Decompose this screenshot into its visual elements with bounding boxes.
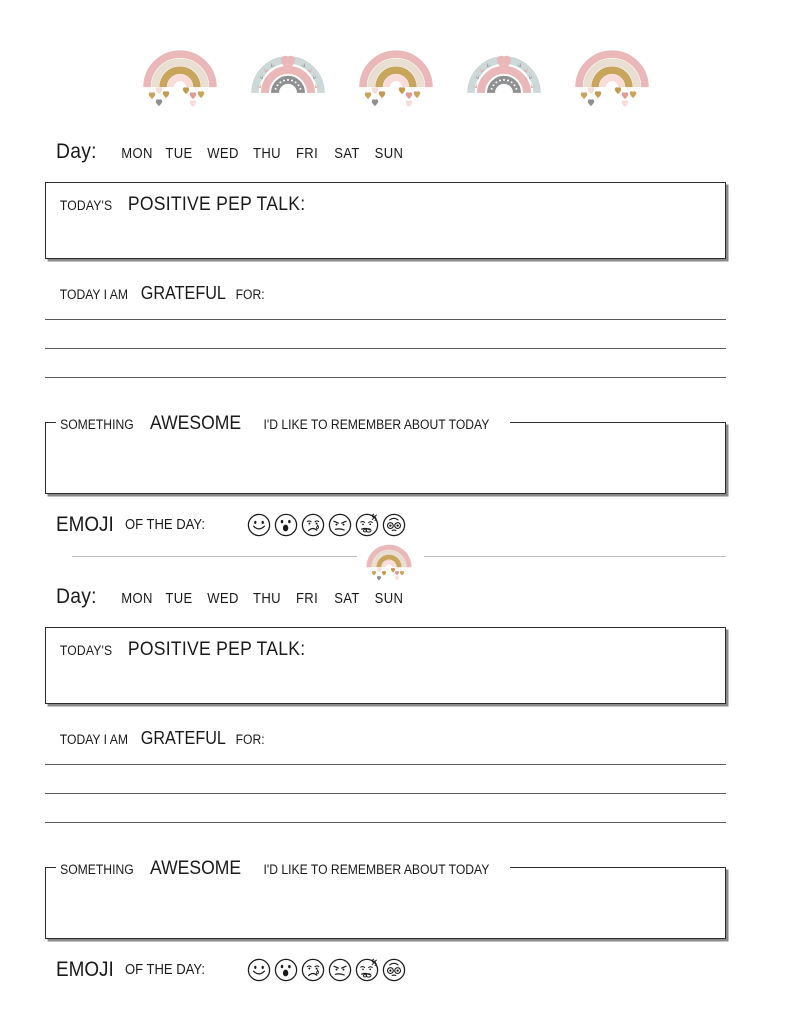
- day-option-mon[interactable]: MON: [121, 591, 154, 607]
- pep-talk-label: [57, 193, 315, 216]
- grateful-write-line[interactable]: [45, 348, 726, 349]
- journal-entry-section: [0, 140, 791, 536]
- day-option-fri[interactable]: FRI: [296, 146, 319, 162]
- pep-talk-prefix: TODAY'S: [59, 198, 113, 213]
- sad-face-icon[interactable]: [300, 957, 326, 983]
- pep-talk-box[interactable]: [45, 627, 726, 704]
- awesome-emphasis: AWESOME: [149, 412, 241, 434]
- grateful-prefix: TODAY I AM: [59, 287, 128, 302]
- pep-talk-box[interactable]: [45, 182, 726, 259]
- emoji-suffix: OF THE DAY:: [125, 517, 206, 533]
- day-options: [116, 146, 410, 162]
- rainbow-blue-heart: [461, 18, 547, 114]
- pep-talk-prefix: TODAY'S: [59, 643, 113, 658]
- divider-line-left: [72, 556, 357, 557]
- day-option-sat[interactable]: SAT: [334, 146, 361, 162]
- day-option-tue[interactable]: TUE: [165, 146, 193, 162]
- rainbow-pink-gold: [353, 18, 439, 114]
- day-option-thu[interactable]: THU: [253, 591, 282, 607]
- day-options: [116, 591, 410, 607]
- divider-rainbow-icon: [362, 528, 416, 584]
- awesome-label: [56, 857, 510, 880]
- grateful-write-line[interactable]: [45, 319, 726, 320]
- grateful-write-line[interactable]: [45, 377, 726, 378]
- sick-face-icon[interactable]: [354, 957, 380, 983]
- day-option-thu[interactable]: THU: [253, 146, 282, 162]
- grateful-emphasis: GRATEFUL: [140, 283, 226, 303]
- awesome-label: [56, 412, 510, 435]
- awesome-section: [45, 412, 726, 494]
- grateful-label: [56, 283, 267, 304]
- grateful-write-line[interactable]: [45, 764, 726, 765]
- day-option-sun[interactable]: SUN: [375, 591, 404, 607]
- day-row: [0, 140, 791, 170]
- rainbow-pink-gold: [569, 18, 655, 114]
- grateful-write-line[interactable]: [45, 822, 726, 823]
- awesome-prefix: SOMETHING: [60, 417, 134, 432]
- emoji-row: [56, 957, 407, 983]
- day-option-fri[interactable]: FRI: [296, 591, 319, 607]
- day-option-sat[interactable]: SAT: [334, 591, 361, 607]
- awesome-section: [45, 857, 726, 939]
- day-option-wed[interactable]: WED: [207, 146, 240, 162]
- day-label: Day:: [56, 585, 97, 608]
- divider-line-right: [424, 556, 726, 557]
- day-label: Day:: [56, 140, 97, 163]
- day-option-mon[interactable]: MON: [121, 146, 154, 162]
- shocked-face-icon[interactable]: [381, 957, 407, 983]
- annoyed-face-icon[interactable]: [327, 957, 353, 983]
- awesome-suffix: I'D LIKE TO REMEMBER ABOUT TODAY: [263, 862, 490, 877]
- day-option-wed[interactable]: WED: [207, 591, 240, 607]
- emoji-suffix: OF THE DAY:: [125, 962, 206, 978]
- grateful-prefix: TODAY I AM: [59, 732, 128, 747]
- grateful-write-line[interactable]: [45, 793, 726, 794]
- awesome-suffix: I'D LIKE TO REMEMBER ABOUT TODAY: [263, 417, 490, 432]
- pep-talk-label: [57, 638, 315, 661]
- rainbow-blue-heart: [245, 18, 331, 114]
- awesome-emphasis: AWESOME: [149, 857, 241, 879]
- pep-talk-emphasis: POSITIVE PEP TALK:: [128, 638, 306, 660]
- emoji-emphasis: EMOJI: [56, 958, 114, 981]
- rainbow-pink-gold: [137, 18, 223, 114]
- day-option-tue[interactable]: TUE: [165, 591, 193, 607]
- day-row: [0, 585, 791, 615]
- grateful-emphasis: GRATEFUL: [140, 728, 226, 748]
- surprised-face-icon[interactable]: [273, 957, 299, 983]
- grateful-suffix: FOR:: [236, 287, 266, 302]
- section-divider: [0, 528, 791, 584]
- journal-entry-section: [0, 585, 791, 981]
- awesome-prefix: SOMETHING: [60, 862, 134, 877]
- grateful-label: [56, 728, 267, 749]
- emoji-emphasis: EMOJI: [56, 513, 114, 536]
- smiley-face-icon[interactable]: [246, 957, 272, 983]
- rainbow-banner: [0, 18, 791, 118]
- emoji-choices: [246, 957, 407, 983]
- grateful-suffix: FOR:: [236, 732, 266, 747]
- pep-talk-emphasis: POSITIVE PEP TALK:: [128, 193, 306, 215]
- day-option-sun[interactable]: SUN: [375, 146, 404, 162]
